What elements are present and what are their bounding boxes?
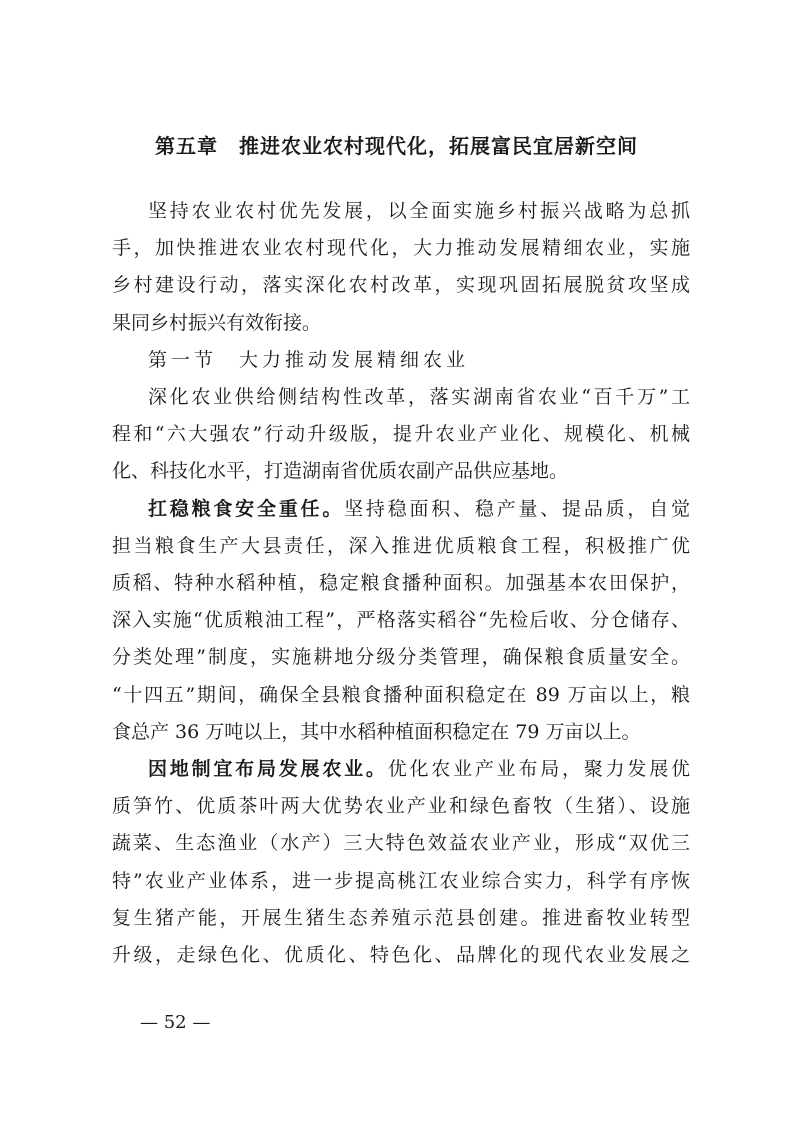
paragraph-line (112, 453, 690, 490)
paragraph-line (112, 491, 690, 528)
line-text: 升级，走绿色化、优质化、特色化、品牌化的现代农业发展之 (112, 944, 690, 967)
line-text: 程和“六大强农”行动升级版，提升农业产业化、规模化、机械 (112, 423, 690, 446)
paragraph-lead: 扛稳粮食安全重任。 (148, 497, 345, 520)
paragraph-line (112, 193, 690, 230)
line-text: 食总产 36 万吨以上，其中水稻种植面积稳定在 79 万亩以上。 (112, 720, 641, 743)
paragraph-line (112, 714, 690, 751)
paragraph-line (112, 230, 690, 267)
line-text: 担当粮食生产大县责任，深入推进优质粮食工程，积极推广优 (112, 534, 690, 557)
paragraph-lead: 因地制宜布局发展农业。 (148, 758, 388, 781)
line-text: 复生猪产能，开展生猪生态养殖示范县创建。推进畜牧业转型 (112, 906, 690, 929)
line-text: 分类处理”制度，实施耕地分级分类管理，确保粮食质量安全。 (112, 646, 690, 669)
line-text: 特”农业产业体系，进一步提高桃江农业综合实力，科学有序恢 (112, 869, 690, 892)
page-number: — 52 — (140, 1012, 211, 1033)
line-text: “十四五”期间，确保全县粮食播种面积稳定在 89 万亩以上，粮 (112, 683, 690, 706)
line-text: 质笋竹、优质茶叶两大优势农业产业和绿色畜牧（生猪）、设施 (112, 795, 690, 818)
paragraph-line (112, 416, 690, 453)
paragraph-line (112, 937, 690, 974)
paragraph-line (112, 863, 690, 900)
paragraph-line (112, 379, 690, 416)
section-paragraphs (112, 379, 690, 974)
line-text: 蔬菜、生态渔业（水产）三大特色效益农业产业，形成“双优三 (112, 832, 690, 855)
line-text: 乡村建设行动，落实深化农村改革，实现巩固拓展脱贫攻坚成 (112, 274, 690, 297)
line-text: 手，加快推进农业农村现代化，大力推动发展精细农业，实施 (112, 237, 690, 260)
line-text: 优化农业产业布局，聚力发展优 (387, 758, 690, 781)
paragraph-line (112, 639, 690, 676)
chapter-title: 第五章 推进农业农村现代化，拓展富民宜居新空间 (155, 134, 638, 158)
line-text: 果同乡村振兴有效衔接。 (112, 311, 322, 334)
line-text: 化、科技化水平，打造湖南省优质农副产品供应基地。 (112, 460, 569, 483)
section-number: 第一节 (148, 348, 218, 371)
paragraph-line (112, 305, 690, 342)
line-text: 深化农业供给侧结构性改革，落实湖南省农业“百千万”工 (148, 386, 690, 408)
intro-paragraph (112, 193, 690, 342)
line-text: 质稻、特种水稻种植，稳定粮食播种面积。加强基本农田保护， (112, 572, 690, 595)
paragraph-line (112, 602, 690, 639)
document-body (112, 193, 690, 974)
line-text: 坚持稳面积、稳产量、提品质，自觉 (344, 497, 690, 520)
paragraph-line (112, 677, 690, 714)
paragraph-line (112, 267, 690, 304)
section-heading (112, 342, 690, 379)
paragraph-line (112, 528, 690, 565)
line-text: 深入实施“优质粮油工程”，严格落实稻谷“先检后收、分仓储存、 (112, 609, 690, 632)
paragraph-line (112, 751, 690, 788)
paragraph-line (112, 565, 690, 602)
paragraph-line (112, 788, 690, 825)
section-title: 大力推动发展精细农业 (239, 348, 470, 371)
paragraph-line (112, 900, 690, 937)
paragraph-line (112, 825, 690, 862)
line-text: 坚持农业农村优先发展，以全面实施乡村振兴战略为总抓 (148, 200, 690, 222)
